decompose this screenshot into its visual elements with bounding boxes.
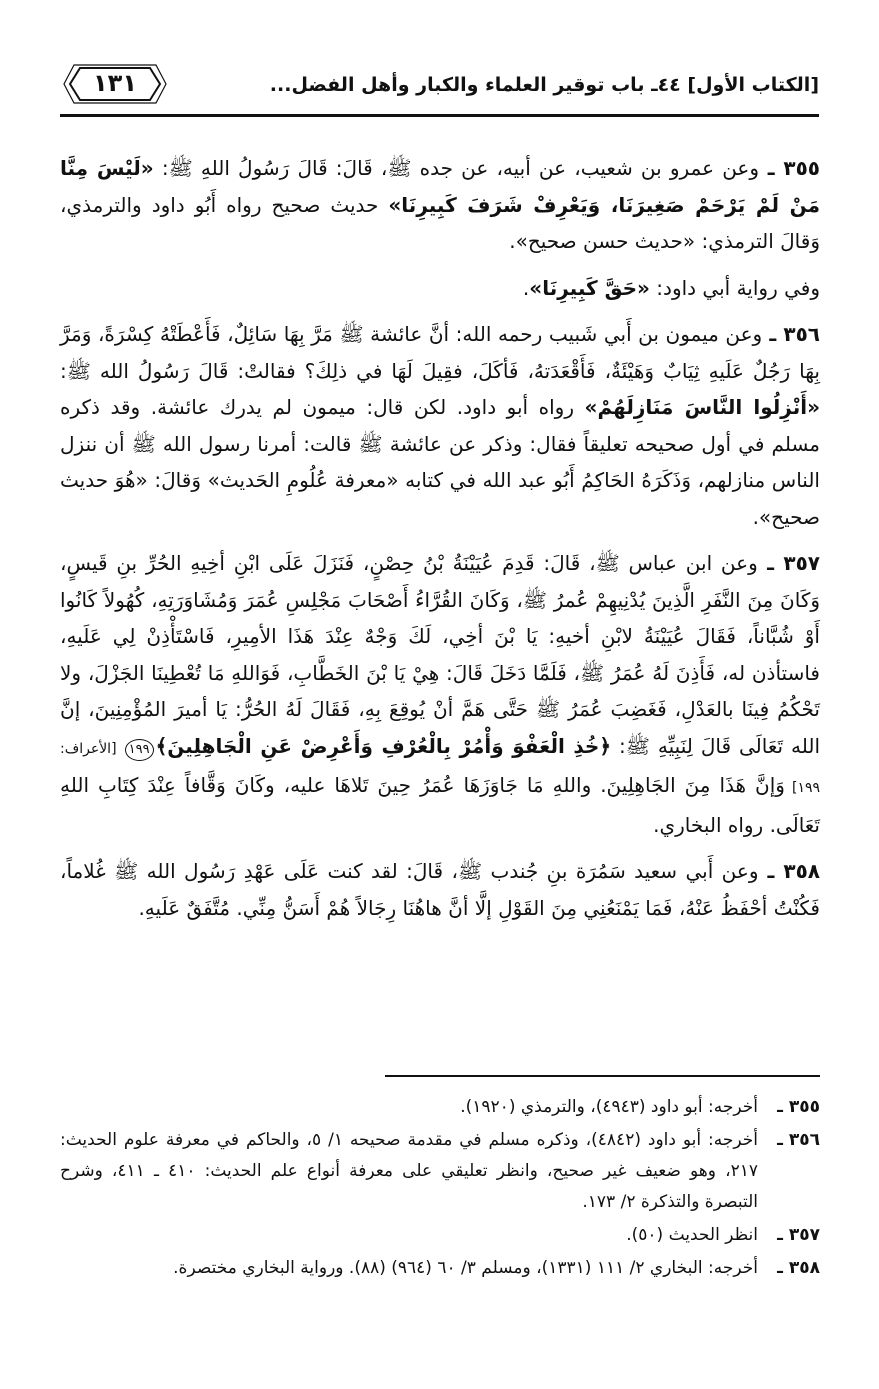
footnotes [60,1092,820,1286]
chapter-title: [الكتاب الأول] ٤٤ـ باب توقير العلماء والكبار وأهل الفضل... [269,74,819,96]
hadith-text: وعن عمرو بن شعيب، عن أبيه، عن جده ﷺ، قَالَ: قَالَ رَسُولُ اللهِ ﷺ: [153,156,760,180]
footnote [60,1253,820,1284]
page-number: ١٣١ [93,69,137,97]
footnote-number: ٣٥٥ ـ [777,1097,820,1117]
prophetic-saying: «لَيْسَ مِنَّا مَنْ لَمْ يَرْحَمْ صَغِيرَنَا، وَيَعْرِفْ شَرَفَ كَبِيرِنَا» [60,156,820,217]
hadith-paragraph [60,316,820,535]
hadith-text: وعن ميمون بن أَبي شَبيب رحمه الله: أنَّ عائشة ﷺ مَرَّ بِهَا سَائِلٌ، فَأَعْطَتْهُ كِسْرَةً، وَمَرَّ بِهَا رَجُلٌ عَلَيهِ ثِيَابٌ وَهَيْئَةٌ، فَأَقْعَدَتهُ، فَأكَلَ، فقِيلَ لَهَا في ذلِكَ؟ فقالتْ: قَالَ رَسُولُ الله ﷺ: [60,322,820,383]
hadith-text: . [522,275,530,300]
hadith-number: ٣٥٥ ـ [759,156,821,180]
footnote-number: ٣٥٦ ـ [777,1130,820,1150]
footnote-number: ٣٥٧ ـ [777,1225,820,1245]
prophetic-saying: «حَقَّ كَبِيرِنَا» [529,275,650,300]
footnote [60,1125,820,1218]
footnote-separator [385,1075,820,1077]
hadith-text: وَإنَّ هَذَا مِنَ الجَاهِلِينَ. واللهِ مَا جَاوَزَهَا عُمَرُ حِينَ تَلاهَا عليه، وكَانَ وَقَّافاً عِنْدَ كِتَابِ اللهِ تَعَالَى. رواه البخاري. [60,773,820,837]
footnote-text: أخرجه: أبو داود (٤٩٤٣)، والترمذي (١٩٢٠). [460,1097,758,1117]
hadith-paragraph [60,545,820,843]
page-header [60,62,819,112]
hadith-number: ٣٥٦ ـ [762,322,821,346]
footnote [60,1092,820,1123]
hadith-number: ٣٥٧ ـ [757,551,820,575]
prophetic-saying: «أَنْزِلُوا النَّاسَ مَنَازِلَهُمْ» [584,395,820,419]
hadith-paragraph [60,270,820,307]
footnote-number: ٣٥٨ ـ [777,1258,820,1278]
footnote-text: انظر الحديث (٥٠). [626,1225,758,1245]
hadith-text: وعن ابن عباس ﷺ، قَالَ: قَدِمَ عُيَيْنَةُ بْنُ حِصْنٍ، فَنَزَلَ عَلَى ابْنِ أخِيهِ الحُرِّ بنِ قَيسٍ، وَكَانَ مِنَ النَّفَرِ الَّذِينَ يُدْنِيهِمْ عُمرُ ﷺ، وَكَانَ القُرَّاءُ أَصْحَابَ مَجْلِسِ عُمَرَ وَمُشَاوَرَتِهِ، كُهُولاً كَانُوا أَوْ شُبَّاناً، فَقَالَ عُيَيْنَةُ لابْنِ أخيهِ: يَا بْنَ أخِي، لَكَ وَجْهٌ عِنْدَ هَذَا الأمِيرِ، فَاسْتَأْذِنْ لِي عَلَيهِ، فاستأذن له، فَأَذِنَ لَهُ عُمَرُ ﷺ، فَلَمَّا دَخَلَ قَالَ: هِيْ يَا بْنَ الخَطَّابِ، فَوَاللهِ مَا تُعْطِينَا الجَزْلَ، ولا تَحْكُمُ فِينَا بالعَدْلِ، فَغَضِبَ عُمَرُ ﷺ حَتَّى هَمَّ أنْ يُوقِعَ بِهِ، فَقَالَ لَهُ الحُرُّ: يَا أميرَ المُؤْمِنِينَ، إنَّ الله تَعَالَى قَالَ لِنَبِيِّهِ ﷺ: [60,551,821,758]
hadith-text: حديث صحيح رواه أَبُو داود والترمذي، وَقالَ الترمذي: «حديث حسن صحيح». [60,192,820,253]
page-number-frame [60,62,170,106]
quran-verse: ﴿خُذِ الْعَفْوَ وَأْمُرْ بِالْعُرْفِ وَأَعْرِضْ عَنِ الْجَاهِلِينَ﴾ [155,733,612,758]
verse-reference: [الأعراف: ١٩٩] [60,740,820,796]
footnote-text: أخرجه: أبو داود (٤٨٤٢)، وذكره مسلم في مقدمة صحيحه ١/ ٥، والحاكم في معرفة علوم الحديث: ٢١٧، وهو ضعيف غير صحيح، وانظر تعليقي على معرفة أنواع علم الحديث: ٤١٠ ـ ٤١١، وشرح التبصرة والتذكرة ٢/ ١٧٣. [60,1130,759,1212]
main-text [60,150,820,936]
ayah-number-marker: ١٩٩ [125,739,154,761]
hadith-text: وفي رواية أبي داود: [649,275,820,300]
hadith-text: وعن أَبي سعيد سَمُرَة بنِ جُندب ﷺ، قَالَ: لقد كنت عَلَى عَهْدِ رَسُول الله ﷺ غُلاماً، فَكُنْتُ أحْفَظُ عَنْهُ، فَمَا يَمْنَعُنِي مِنَ القَوْلِ إلَّا أنَّ هاهُنَا رِجَالاً هُمْ أَسَنُّ مِنِّي. مُتَّفَقٌ عَلَيهِ. [60,859,820,920]
hadith-text: رواه أبو داود. لكن قال: ميمون لم يدرك عائشة. وقد ذكره مسلم في أول صحيحه تعليقاً فقال: وذكر عن عائشة ﷺ قالت: أمرنا رسول الله ﷺ أن ننزل الناس منازلهم، وَذَكَرَهُ الحَاكِمُ أَبُو عبد الله في كتابه «معرفة عُلُومِ الحَديث» وَقالَ: «هُوَ حديث صحيح». [60,395,820,529]
hadith-number: ٣٥٨ ـ [758,859,820,883]
header-rule [60,114,819,117]
footnote-text: أخرجه: البخاري ٢/ ١١١ (١٣٣١)، ومسلم ٣/ ٦٠ (٩٦٤) (٨٨). ورواية البخاري مختصرة. [173,1258,758,1278]
footnote [60,1220,820,1251]
hadith-paragraph [60,853,820,926]
hadith-paragraph [60,150,820,260]
